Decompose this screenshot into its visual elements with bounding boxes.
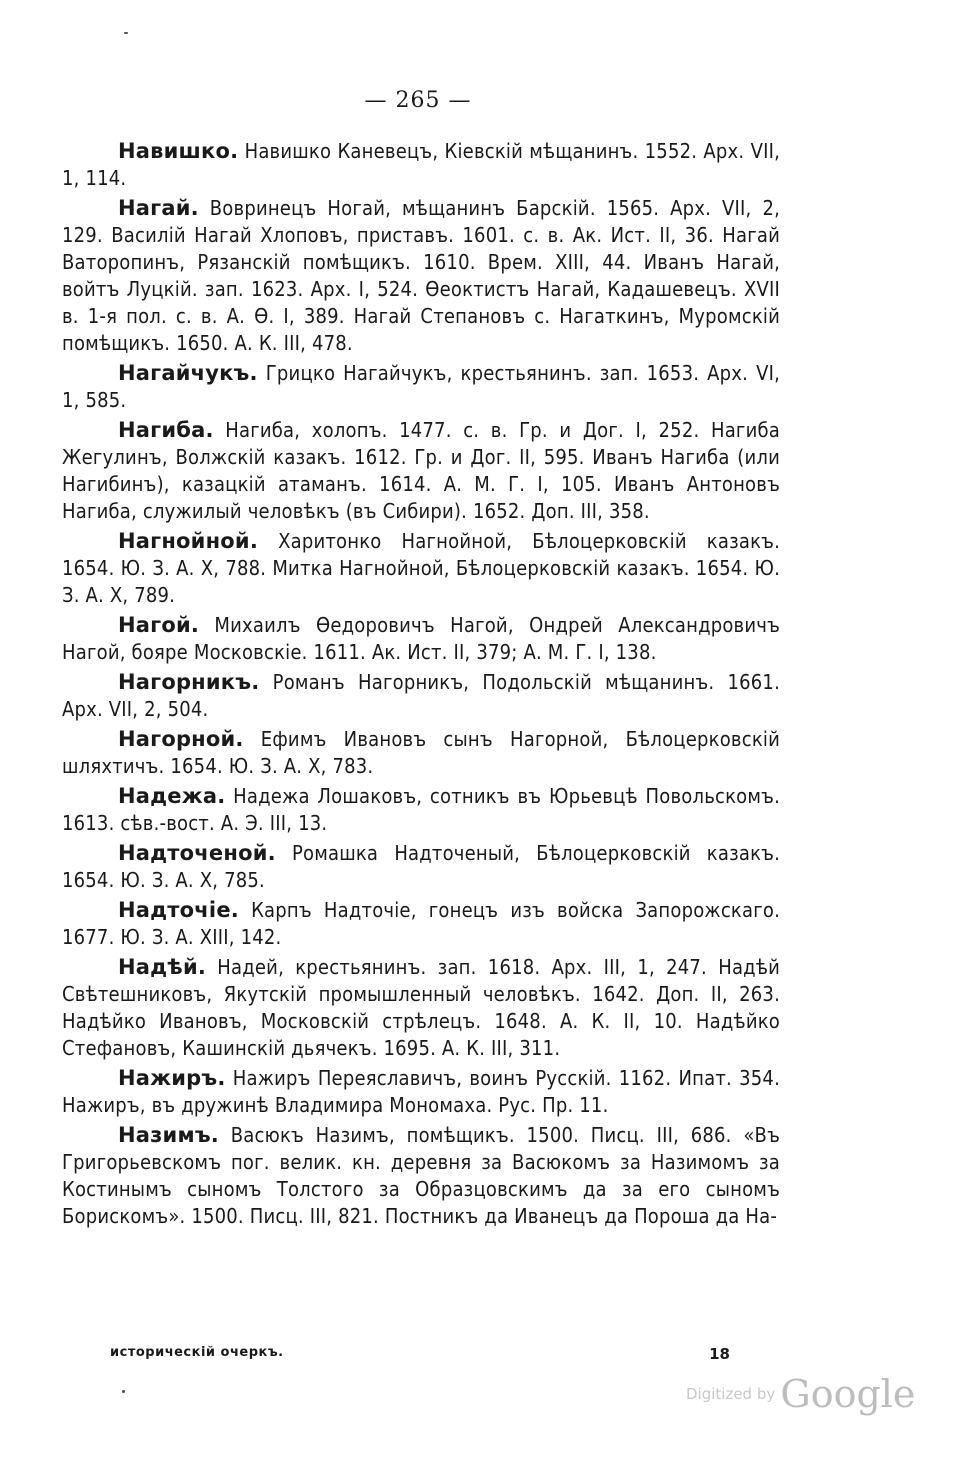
entry — [62, 1065, 780, 1119]
entry — [62, 360, 780, 414]
entry-headword: Навишко. — [118, 139, 239, 163]
entry-text: Вовринецъ Ногай, мѣщанинъ Барскій. 1565. Арх. VII, 2, 129. Василій Нагай Хлоповъ, приставъ. 1601. с. в. Ак. Ист. II, 36. Нагай Ваторопинъ, Рязанскій помѣщикъ. 1610. Врем. XIII, 44. Иванъ Нагай, войтъ Луцкій. зап. 1623. Арх. I, 524. Ѳеоктистъ Нагай, Кадашевецъ. XVII в. 1-я пол. с. в. А. Ѳ. I, 389. Нагай Степановъ с. Нагаткинъ, Муромскій помѣщикъ. 1650. А. К. III, 478. — [62, 196, 780, 355]
signature-mark: историческій очеркъ. — [110, 1345, 284, 1360]
entry-text: Надежа Лошаковъ, сотникъ въ Юрьевцѣ Повольскомъ. 1613. сѣв.-вост. А. Э. III, 13. — [62, 784, 780, 835]
entry — [62, 528, 780, 609]
entry — [62, 195, 780, 357]
gathering-number: 18 — [709, 1345, 730, 1363]
entry-text: Ромашка Надточеный, Бѣлоцерковскій казакъ. 1654. Ю. З. А. X, 785. — [62, 841, 780, 892]
entry-headword: Надежа. — [118, 784, 226, 808]
entry-headword: Нагиба. — [118, 418, 214, 442]
entry — [62, 954, 780, 1062]
entry — [62, 726, 780, 780]
entry-headword: Нагорникъ. — [118, 670, 260, 694]
entry-headword: Нажиръ. — [118, 1066, 226, 1090]
entry — [62, 783, 780, 837]
entry-text: Васюкъ Назимъ, помѣщикъ. 1500. Писц. III, 686. «Въ Григорьевскомъ пог. велик. кн. деревня за Васюкомъ за Назимомъ за Костинымъ сыномъ Толстого за Образцовскимъ да за его сыномъ Борискомъ». 1500. Писц. III, 821. Постникъ да Иванецъ да Пороша да На- — [62, 1123, 780, 1228]
entry — [62, 840, 780, 894]
watermark-prefix: Digitized by — [686, 1385, 776, 1403]
entry-headword: Надѣй. — [118, 955, 207, 979]
entry-headword: Нагой. — [118, 613, 200, 637]
digitized-watermark — [686, 1372, 915, 1416]
entry — [62, 669, 780, 723]
entry-text: Грицко Нагайчукъ, крестьянинъ. зап. 1653. Арх. VI, 1, 585. — [62, 361, 780, 412]
entry-text: Навишко Каневецъ, Кіевскій мѣщанинъ. 1552. Арх. VII, 1, 114. — [62, 139, 780, 190]
entry-text: Нажиръ Переяславичъ, воинъ Русскій. 1162. Ипат. 354. Нажиръ, въ дружинѣ Владимира Мономаха. Рус. Пр. 11. — [62, 1066, 780, 1117]
entry-headword: Надточіе. — [118, 898, 239, 922]
entry-text: Ефимъ Ивановъ сынъ Нагорной, Бѣлоцерковскій шляхтичъ. 1654. Ю. З. А. X, 783. — [62, 727, 780, 778]
dictionary-entries — [62, 138, 780, 1233]
entry-headword: Назимъ. — [118, 1123, 219, 1147]
entry-text: Нагиба, холопъ. 1477. с. в. Гр. и Дог. I, 252. Нагиба Жегулинъ, Волжскій казакъ. 1612. Гр. и Дог. II, 595. Иванъ Нагиба (или Нагибинъ), казацкій атаманъ. 1614. А. М. Г. I, 105. Иванъ Антоновъ Нагиба, служилый человѣкъ (въ Сибири). 1652. Доп. III, 358. — [62, 418, 780, 523]
entry — [62, 1122, 780, 1230]
entry-headword: Надточеной. — [118, 841, 276, 865]
entry — [62, 417, 780, 525]
scan-speck — [122, 1390, 125, 1393]
entry — [62, 897, 780, 951]
page-number: — 265 — — [364, 88, 472, 113]
entry-text: Харитонко Нагнойной, Бѣлоцерковскій казакъ. 1654. Ю. З. А. X, 788. Митка Нагнойной, Бѣлоцерковскій казакъ. 1654. Ю. З. А. X, 789. — [62, 529, 780, 607]
entry-headword: Нагай. — [118, 196, 199, 220]
entry-headword: Нагорной. — [118, 727, 244, 751]
entry-headword: Нагайчукъ. — [118, 361, 258, 385]
entry-text: Карпъ Надточіе, гонецъ изъ войска Запорожскаго. 1677. Ю. З. А. XIII, 142. — [62, 898, 780, 949]
entry — [62, 612, 780, 666]
google-logo: Google — [780, 1372, 916, 1416]
entry-text: Михаилъ Ѳедоровичъ Нагой, Ондрей Александровичъ Нагой, бояре Московскіе. 1611. Ак. Ист. II, 379; А. М. Г. I, 138. — [62, 613, 780, 664]
entry — [62, 138, 780, 192]
entry-headword: Нагнойной. — [118, 529, 258, 553]
entry-text: Надей, крестьянинъ. зап. 1618. Арх. III, 1, 247. Надѣй Свѣтешниковъ, Якутскій промышленный человѣкъ. 1642. Доп. II, 263. Надѣйко Ивановъ, Московскій стрѣлецъ. 1648. А. К. II, 10. Надѣйко Стефановъ, Кашинскій дьячекъ. 1695. А. К. III, 311. — [62, 955, 780, 1060]
scan-speck — [124, 32, 128, 34]
entry-text: Романъ Нагорникъ, Подольскій мѣщанинъ. 1661. Арх. VII, 2, 504. — [62, 670, 780, 721]
